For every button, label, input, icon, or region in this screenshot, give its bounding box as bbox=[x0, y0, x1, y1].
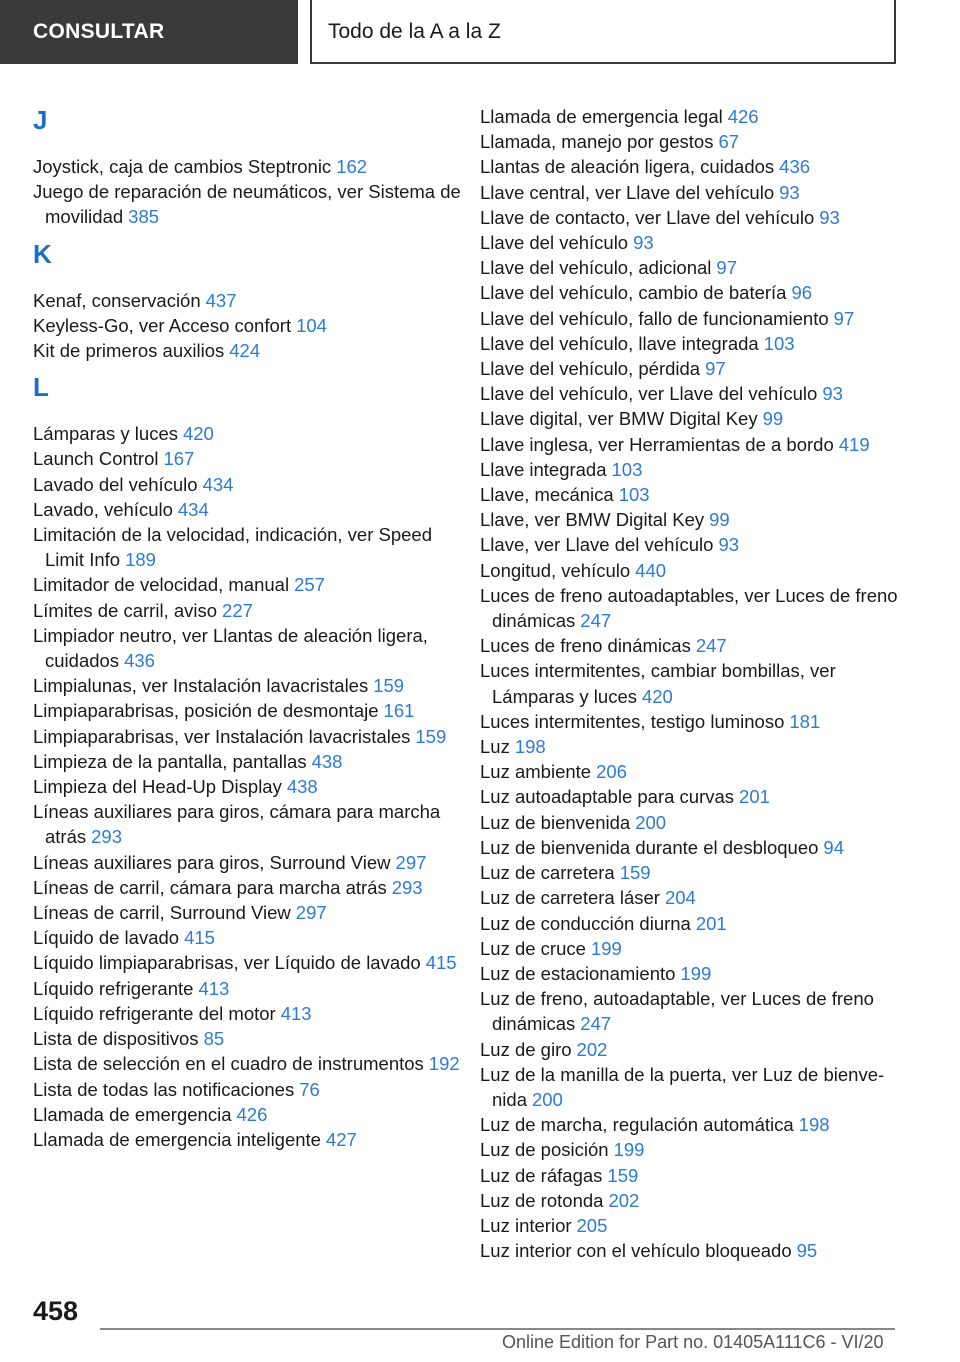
index-entry: Luces intermitentes, testigo luminoso 181 bbox=[480, 710, 821, 732]
page-link[interactable]: 200 bbox=[635, 811, 667, 833]
page-link[interactable]: 420 bbox=[641, 685, 673, 707]
page-link[interactable]: 85 bbox=[203, 1028, 225, 1050]
page-link[interactable]: 181 bbox=[789, 710, 821, 732]
index-entry: Luces de freno dinámicas 247 bbox=[480, 635, 727, 657]
section-tab[interactable]: CONSULTAR bbox=[0, 0, 298, 64]
index-entry: Limpieza del Head-Up Display 438 bbox=[33, 776, 318, 798]
page-link[interactable]: 199 bbox=[613, 1139, 645, 1161]
page-link[interactable]: 159 bbox=[373, 675, 405, 697]
index-entry: Llantas de aleación ligera, cuidados 436 bbox=[480, 156, 811, 178]
index-entry: Llave inglesa, ver Herramientas de a bordo 419 bbox=[480, 433, 870, 455]
index-entry: Limitador de velocidad, manual 257 bbox=[33, 574, 325, 596]
index-entry: Llamada de emergencia legal 426 bbox=[480, 106, 759, 127]
index-entry: Llave del vehículo, cambio de batería 96 bbox=[480, 282, 813, 304]
index-entry: Limpiaparabrisas, posición de desmontaje 161 bbox=[33, 700, 415, 722]
footer-divider bbox=[100, 1328, 895, 1330]
page-link[interactable]: 201 bbox=[739, 786, 770, 808]
page-link[interactable]: 99 bbox=[762, 408, 784, 430]
page-link[interactable]: 293 bbox=[91, 826, 123, 848]
page-link[interactable]: 426 bbox=[727, 106, 759, 127]
page-link[interactable]: 293 bbox=[391, 876, 423, 898]
page-link[interactable]: 67 bbox=[718, 131, 740, 153]
page-link[interactable]: 192 bbox=[428, 1053, 460, 1075]
index-entry: Limitación de la velocidad, indicación, ver Speed Limit Info 189 bbox=[33, 524, 433, 571]
index-entry: Limpieza de la pantalla, pantallas 438 bbox=[33, 750, 343, 772]
page-link[interactable]: 162 bbox=[336, 156, 368, 177]
index-entry: Llave del vehículo, ver Llave del vehículo 93 bbox=[480, 383, 843, 405]
index-entry: Llamada de emergencia 426 bbox=[33, 1103, 268, 1125]
page-link[interactable]: 93 bbox=[718, 534, 740, 556]
page-link[interactable]: 94 bbox=[823, 836, 844, 858]
index-entry: Lavado, vehículo 434 bbox=[33, 498, 209, 520]
page-link[interactable]: 385 bbox=[128, 206, 160, 228]
index-entry: Límites de carril, aviso 227 bbox=[33, 599, 253, 621]
page-link[interactable]: 419 bbox=[838, 433, 870, 455]
index-entry: Lámparas y luces 420 bbox=[33, 423, 214, 445]
page-link[interactable]: 198 bbox=[798, 1114, 830, 1136]
page-title: Todo de la A a la Z bbox=[310, 0, 896, 64]
index-entry: Líquido de lavado 415 bbox=[33, 927, 215, 949]
index-entry: Limpiaparabrisas, ver Instalación lavacristales 159 bbox=[33, 725, 447, 747]
page-link[interactable]: 438 bbox=[286, 776, 318, 798]
index-entry: Luz de estacionamiento 199 bbox=[480, 962, 712, 984]
page-link[interactable]: 104 bbox=[296, 314, 327, 336]
page-link[interactable]: 202 bbox=[608, 1189, 640, 1211]
page-link[interactable]: 297 bbox=[295, 902, 327, 924]
page-link[interactable]: 424 bbox=[229, 340, 261, 362]
index-entry: Kenaf, conservación 437 bbox=[33, 289, 237, 311]
page-link[interactable]: 161 bbox=[383, 700, 415, 722]
index-entry: Limpiador neutro, ver Llantas de aleación ligera, cuidados 436 bbox=[33, 624, 428, 672]
page-link[interactable]: 95 bbox=[796, 1240, 818, 1262]
index-entry: Kit de primeros auxilios 424 bbox=[33, 340, 261, 362]
page-link[interactable]: 247 bbox=[695, 635, 727, 657]
page-link[interactable]: 103 bbox=[618, 484, 650, 506]
index-entry: Llave del vehículo, llave integrada 103 bbox=[480, 332, 795, 354]
page-link[interactable]: 159 bbox=[619, 862, 651, 884]
index-entry: Luz de rotonda 202 bbox=[480, 1189, 640, 1211]
page-link[interactable]: 96 bbox=[791, 282, 813, 304]
index-entry: Líneas auxiliares para giros, Surround View 297 bbox=[33, 851, 427, 873]
index-entry: Luz de bienvenida durante el desbloqueo 94 bbox=[480, 836, 844, 858]
page-link[interactable]: 434 bbox=[202, 473, 234, 495]
index-entry: Lavado del vehículo 434 bbox=[33, 473, 234, 495]
index-entry: Joystick, caja de cambios Steptronic 162 bbox=[33, 156, 368, 177]
page-link[interactable]: 76 bbox=[299, 1078, 320, 1100]
index-entry: Líneas de carril, Surround View 297 bbox=[33, 902, 327, 924]
page-link[interactable]: 437 bbox=[205, 289, 237, 311]
page-link[interactable]: 206 bbox=[596, 761, 627, 783]
page-number: 458 bbox=[33, 1296, 79, 1326]
index-entry: Líquido limpiaparabrisas, ver Líquido de lavado 415 bbox=[33, 952, 457, 974]
page-link[interactable]: 415 bbox=[425, 952, 457, 974]
index-entry: Llave del vehículo, adicional 97 bbox=[480, 257, 737, 279]
page-link[interactable]: 205 bbox=[576, 1214, 608, 1236]
index-entry: Keyless-Go, ver Acceso confort 104 bbox=[33, 314, 327, 336]
index-entry: Llave central, ver Llave del vehículo 93 bbox=[480, 181, 800, 203]
index-entry: Líquido refrigerante del motor 413 bbox=[33, 1002, 312, 1024]
page-link[interactable]: 198 bbox=[514, 736, 546, 758]
index-entry: Luz de posición 199 bbox=[480, 1139, 645, 1161]
page-link[interactable]: 93 bbox=[819, 206, 840, 228]
index-entry: Luz de cruce 199 bbox=[480, 937, 622, 959]
page-link[interactable]: 257 bbox=[294, 574, 325, 596]
page-link[interactable]: 247 bbox=[580, 1013, 612, 1035]
index-entry: Luces intermitentes, cambiar bombillas, ver Lámparas y luces 420 bbox=[480, 660, 836, 707]
index-entry: Llave, ver BMW Digital Key 99 bbox=[480, 509, 730, 531]
index-entry: Luz ambiente 206 bbox=[480, 761, 627, 783]
index-entry: Luz de ráfagas 159 bbox=[480, 1164, 639, 1186]
page-link[interactable]: 204 bbox=[664, 887, 696, 909]
index-entry: Luz interior con el vehículo bloqueado 95 bbox=[480, 1240, 818, 1262]
page-link[interactable]: 434 bbox=[177, 498, 209, 520]
index-entry: Longitud, vehículo 440 bbox=[480, 559, 667, 581]
page-link[interactable]: 103 bbox=[763, 332, 795, 354]
page-link[interactable]: 440 bbox=[635, 559, 667, 581]
page-link[interactable]: 159 bbox=[415, 725, 447, 747]
index-entry: Llave del vehículo, fallo de funcionamiento 97 bbox=[480, 307, 855, 329]
page-link[interactable]: 199 bbox=[680, 962, 712, 984]
index-entry: Luz de la manilla de la puerta, ver Luz de bienvenida 200 bbox=[480, 1063, 885, 1110]
page-link[interactable]: 200 bbox=[531, 1088, 563, 1110]
page-link[interactable]: 420 bbox=[182, 423, 214, 445]
page-link[interactable]: 247 bbox=[580, 610, 612, 632]
page-link[interactable]: 227 bbox=[222, 599, 253, 621]
page-link[interactable]: 93 bbox=[822, 383, 843, 405]
page-link[interactable]: 201 bbox=[695, 912, 727, 934]
index-entry: Lista de todas las notificaciones 76 bbox=[33, 1078, 320, 1100]
index-entry: Luz de bienvenida 200 bbox=[480, 811, 667, 833]
index-letter-l: L bbox=[33, 372, 49, 403]
index-entry: Llave, ver Llave del vehículo 93 bbox=[480, 534, 740, 556]
index-column-right bbox=[480, 104, 900, 1263]
page-link[interactable]: 426 bbox=[236, 1103, 268, 1125]
page-link[interactable]: 189 bbox=[125, 549, 156, 571]
index-entry: Líneas de carril, cámara para marcha atrás 293 bbox=[33, 876, 423, 898]
index-entry: Llave digital, ver BMW Digital Key 99 bbox=[480, 408, 784, 430]
page-link[interactable]: 202 bbox=[576, 1038, 608, 1060]
page-link[interactable]: 103 bbox=[611, 458, 643, 480]
page-link[interactable]: 97 bbox=[716, 257, 737, 279]
footer-edition: Online Edition for Part no. 01405A111C6 - VI/20 bbox=[502, 1332, 884, 1352]
page-link[interactable]: 167 bbox=[163, 448, 195, 470]
index-entry: Luz de carretera láser 204 bbox=[480, 887, 696, 909]
index-entry: Líneas auxiliares para giros, cámara para marcha atrás 293 bbox=[33, 801, 441, 848]
page-link[interactable]: 199 bbox=[590, 937, 622, 959]
page-link[interactable]: 436 bbox=[124, 650, 155, 672]
index-entry: Luz de carretera 159 bbox=[480, 862, 651, 884]
index-entry: Líquido refrigerante 413 bbox=[33, 977, 230, 999]
index-entry: Luz interior 205 bbox=[480, 1214, 608, 1236]
page-link[interactable]: 99 bbox=[709, 509, 730, 531]
page-link[interactable]: 415 bbox=[184, 927, 215, 949]
index-entry: Juego de reparación de neumáticos, ver Sistema de movilidad 385 bbox=[33, 181, 461, 228]
index-entry: Llave integrada 103 bbox=[480, 458, 643, 480]
index-letter-j: J bbox=[33, 105, 48, 135]
index-entry: Llave, mecánica 103 bbox=[480, 484, 650, 506]
index-entry: Luz de conducción diurna 201 bbox=[480, 912, 727, 934]
index-entry: Launch Control 167 bbox=[33, 448, 195, 470]
page-link[interactable]: 438 bbox=[311, 750, 343, 772]
page-link[interactable]: 93 bbox=[633, 232, 654, 254]
page-link[interactable]: 97 bbox=[833, 307, 855, 329]
index-column-left bbox=[33, 102, 463, 1152]
index-letter-k: K bbox=[33, 238, 52, 269]
index-entry: Luz 198 bbox=[480, 736, 546, 758]
page-link[interactable]: 159 bbox=[607, 1164, 639, 1186]
index-entry: Limpialunas, ver Instalación lavacristales 159 bbox=[33, 675, 405, 697]
page-link[interactable]: 297 bbox=[395, 851, 427, 873]
index-entry: Luz autoadaptable para curvas 201 bbox=[480, 786, 770, 808]
index-entry: Lista de selección en el cuadro de instrumentos 192 bbox=[33, 1053, 460, 1075]
page-link[interactable]: 93 bbox=[779, 181, 800, 203]
page-link[interactable]: 427 bbox=[325, 1128, 357, 1150]
index-entry: Luz de freno, autoadaptable, ver Luces de freno dinámicas 247 bbox=[480, 988, 874, 1035]
index-entry: Llave de contacto, ver Llave del vehículo 93 bbox=[480, 206, 840, 228]
page-link[interactable]: 413 bbox=[198, 977, 230, 999]
page-link[interactable]: 436 bbox=[779, 156, 811, 178]
index-entry: Luz de marcha, regulación automática 198 bbox=[480, 1114, 830, 1136]
page-link[interactable]: 97 bbox=[705, 358, 726, 380]
index-entry: Llamada de emergencia inteligente 427 bbox=[33, 1128, 357, 1150]
index-entry: Luz de giro 202 bbox=[480, 1038, 608, 1060]
index-entry: Lista de dispositivos 85 bbox=[33, 1028, 225, 1050]
index-entry: Luces de freno autoadaptables, ver Luces de freno dinámicas 247 bbox=[480, 584, 898, 632]
page-link[interactable]: 413 bbox=[280, 1002, 312, 1024]
index-entry: Llave del vehículo 93 bbox=[480, 232, 654, 254]
index-entry: Llamada, manejo por gestos 67 bbox=[480, 131, 740, 153]
index-entry: Llave del vehículo, pérdida 97 bbox=[480, 358, 726, 380]
